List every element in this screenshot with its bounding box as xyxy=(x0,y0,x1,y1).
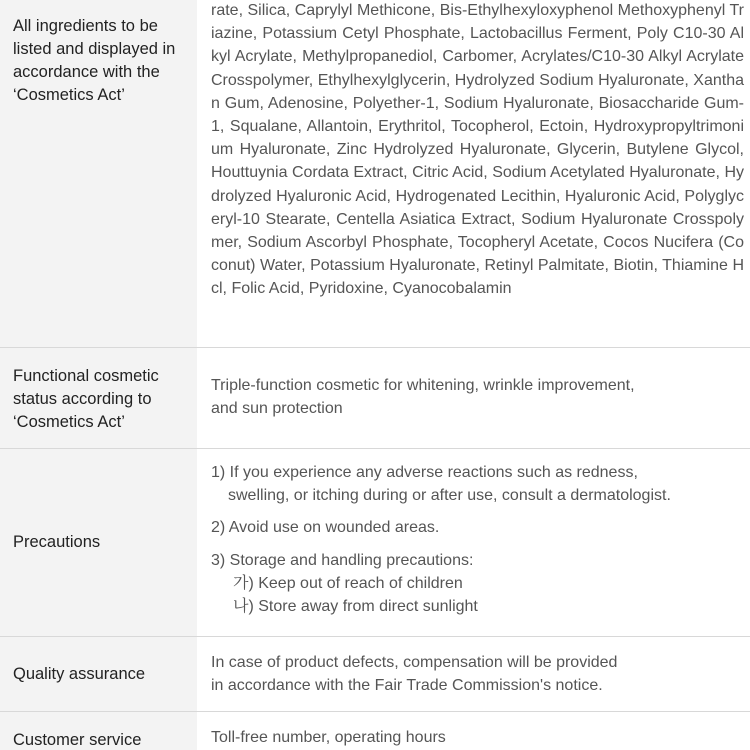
precaution-item-3b: 나) Store away from direct sunlight xyxy=(233,598,478,616)
precaution-item-3: 3) Storage and handling precautions: xyxy=(211,551,474,569)
functional-value xyxy=(197,348,750,448)
ingredients-list: rate, Silica, Caprylyl Methicone, Bis-Ethylhexyloxyphenol Methoxyphenyl Triazine, Potassium Cetyl Phosphate, Lactobacillus Ferment, Poly C10-30 Alkyl Acrylate, Methylpropanediol, Carbomer, Acrylates/C10-30 Alkyl Acrylate Crosspolymer, Ethylhexylglycerin, Hydrolyzed Sodium Hyaluronate, Xanthan Gum, Adenosine, Polyether-1, Sodium Hyaluronate, Biosaccharide Gum-1, Squalane, Allantoin, Erythritol, Tocopherol, Ectoin, Hydroxypropyltrimonium Hyaluronate, Zinc Hydrolyzed Hyaluronate, Glycerin, Butylene Glycol, Houttuynia Cordata Extract, Citric Acid, Sodium Acetylated Hyaluronate, Hydrolyzed Hyaluronic Acid, Hydrogenated Lecithin, Hyaluronic Acid, Polyglyceryl-10 Stearate, Centella Asiatica Extract, Sodium Hyaluronate Crosspolymer, Sodium Ascorbyl Phosphate, Tocopheryl Acetate, Cocos Nucifera (Coconut) Water, Potassium Hyaluronate, Retinyl Palmitate, Biotin, Thiamine Hcl, Folic Acid, Pyridoxine, Cyanocobalamin xyxy=(211,2,744,298)
functional-label: Functional cosmetic status according to ‘Cosmetics Act’ xyxy=(0,348,197,448)
quality-label: Quality assurance xyxy=(0,637,197,711)
ingredients-row xyxy=(0,0,750,348)
quality-row xyxy=(0,637,750,712)
quality-line-2: in accordance with the Fair Trade Commission's notice. xyxy=(211,677,603,695)
precaution-item-1-cont: swelling, or itching during or after use, consult a dermatologist. xyxy=(228,487,671,505)
customer-label: Customer service xyxy=(0,712,197,750)
precaution-item-3a: 가) Keep out of reach of children xyxy=(233,574,463,592)
customer-value xyxy=(197,712,750,750)
precautions-label: Precautions xyxy=(0,449,197,636)
ingredients-label: All ingredients to be listed and displayed in accordance with the ‘Cosmetics Act’ xyxy=(0,0,197,347)
quality-value xyxy=(197,637,750,711)
precaution-item-2: 2) Avoid use on wounded areas. xyxy=(211,519,440,537)
functional-row xyxy=(0,348,750,449)
functional-line-2: and sun protection xyxy=(211,400,343,418)
functional-line-1: Triple-function cosmetic for whitening, wrinkle improvement, xyxy=(211,377,635,394)
customer-row xyxy=(0,712,750,750)
precautions-value xyxy=(197,449,750,636)
precautions-row xyxy=(0,449,750,637)
customer-line-1: Toll-free number, operating hours xyxy=(211,729,446,746)
precaution-item-1: 1) If you experience any adverse reactions such as redness, xyxy=(211,464,638,481)
quality-line-1: In case of product defects, compensation will be provided xyxy=(211,654,618,671)
